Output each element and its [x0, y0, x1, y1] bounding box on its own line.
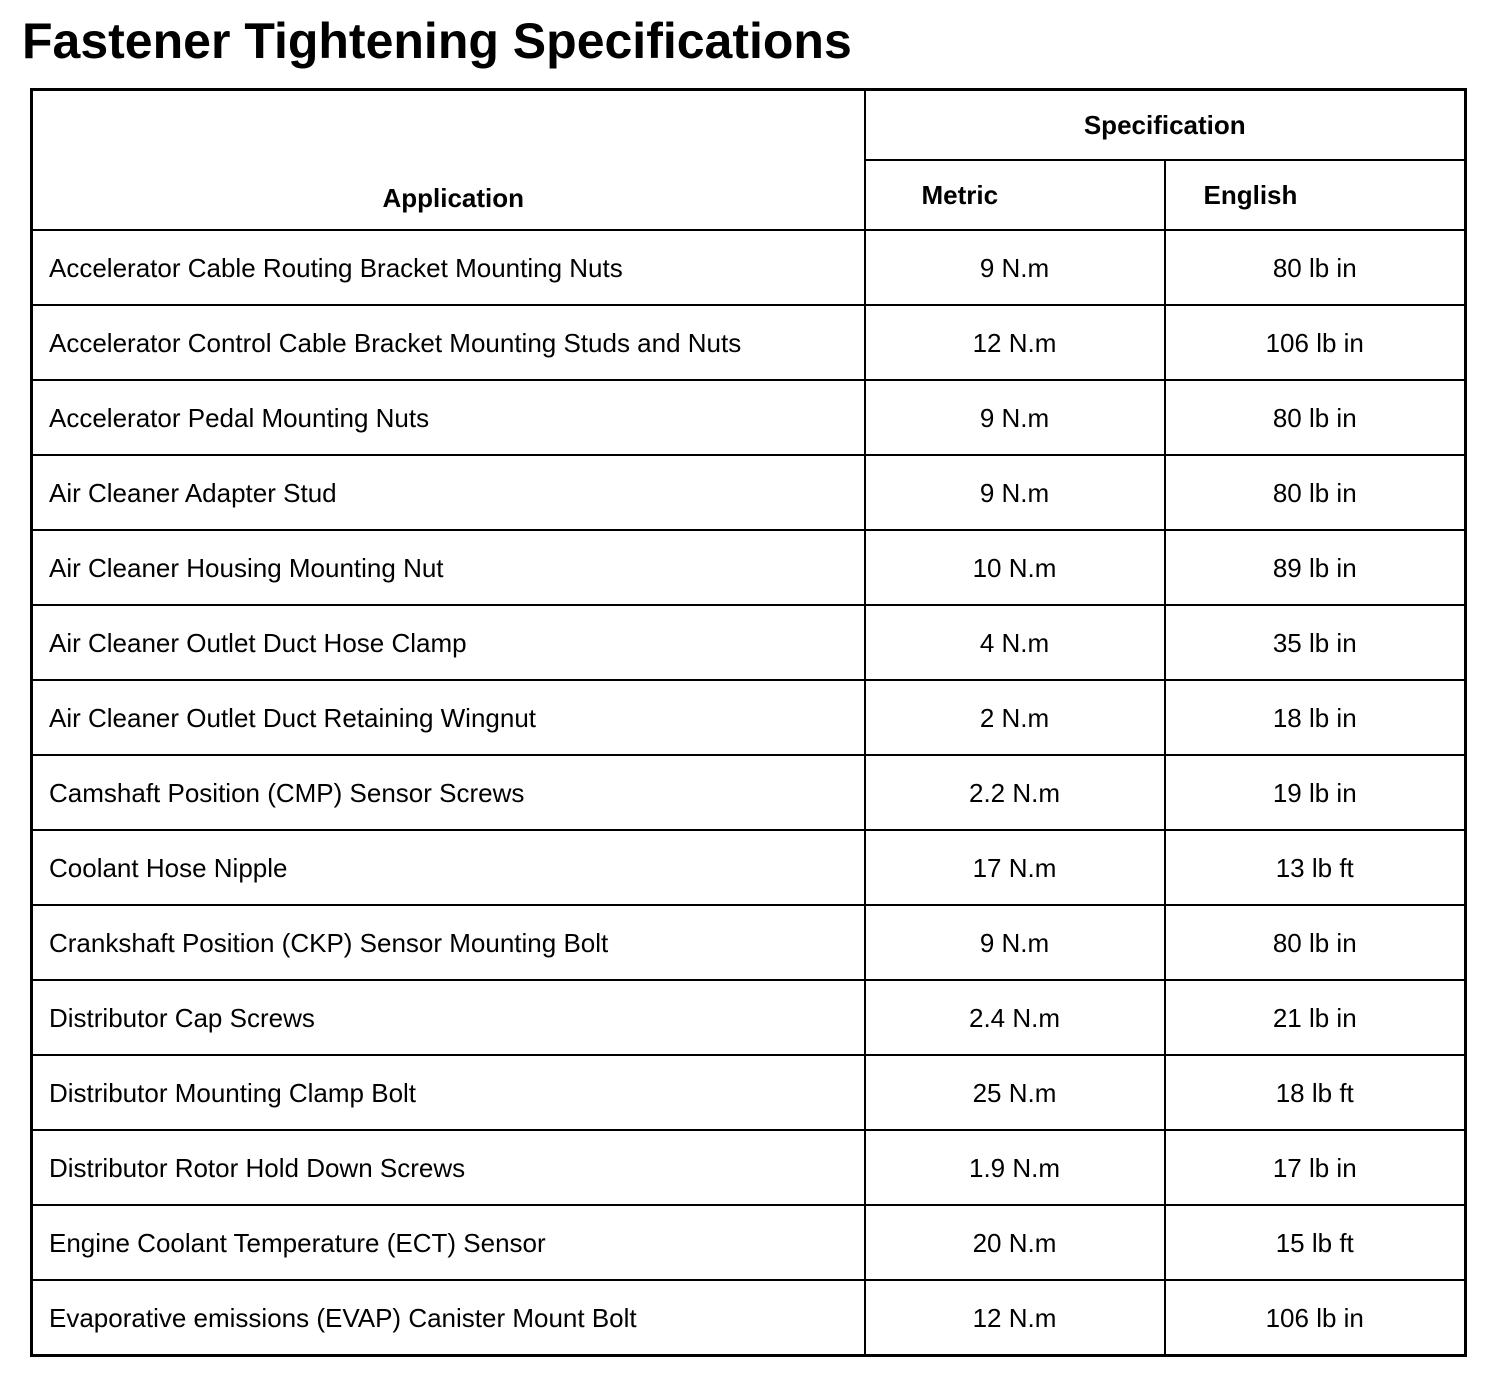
metric-cell: 12 N.m: [865, 305, 1165, 380]
metric-cell: 9 N.m: [865, 380, 1165, 455]
application-cell: Accelerator Cable Routing Bracket Mounting Nuts: [32, 230, 865, 305]
english-cell: 35 lb in: [1165, 605, 1466, 680]
english-cell: 80 lb in: [1165, 230, 1466, 305]
metric-cell: 12 N.m: [865, 1280, 1165, 1356]
english-cell: 13 lb ft: [1165, 830, 1466, 905]
table-row: [32, 980, 1466, 1055]
metric-cell: 4 N.m: [865, 605, 1165, 680]
english-cell: 18 lb ft: [1165, 1055, 1466, 1130]
table-row: [32, 1205, 1466, 1280]
table-row: [32, 905, 1466, 980]
application-cell: Camshaft Position (CMP) Sensor Screws: [32, 755, 865, 830]
table-row: [32, 230, 1466, 305]
application-cell: Accelerator Control Cable Bracket Mounting Studs and Nuts: [32, 305, 865, 380]
header-specification: Specification: [865, 90, 1466, 161]
application-cell: Accelerator Pedal Mounting Nuts: [32, 380, 865, 455]
english-cell: 15 lb ft: [1165, 1205, 1466, 1280]
table-body: [32, 230, 1466, 1356]
header-metric: Metric: [865, 160, 1165, 230]
english-cell: 19 lb in: [1165, 755, 1466, 830]
english-cell: 106 lb in: [1165, 1280, 1466, 1356]
metric-cell: 25 N.m: [865, 1055, 1165, 1130]
table-row: [32, 305, 1466, 380]
metric-cell: 2.2 N.m: [865, 755, 1165, 830]
header-application: Application: [32, 90, 865, 231]
metric-cell: 9 N.m: [865, 230, 1165, 305]
application-cell: Evaporative emissions (EVAP) Canister Mount Bolt: [32, 1280, 865, 1356]
application-cell: Coolant Hose Nipple: [32, 830, 865, 905]
application-cell: Air Cleaner Outlet Duct Retaining Wingnut: [32, 680, 865, 755]
table-row: [32, 1280, 1466, 1356]
table-row: [32, 680, 1466, 755]
table-row: [32, 830, 1466, 905]
application-cell: Air Cleaner Housing Mounting Nut: [32, 530, 865, 605]
metric-cell: 9 N.m: [865, 905, 1165, 980]
application-cell: Air Cleaner Outlet Duct Hose Clamp: [32, 605, 865, 680]
table-row: [32, 1055, 1466, 1130]
table-row: [32, 380, 1466, 455]
english-cell: 80 lb in: [1165, 905, 1466, 980]
metric-cell: 9 N.m: [865, 455, 1165, 530]
english-cell: 80 lb in: [1165, 380, 1466, 455]
table-row: [32, 530, 1466, 605]
table-header: [32, 90, 1466, 231]
metric-cell: 17 N.m: [865, 830, 1165, 905]
table-row: [32, 755, 1466, 830]
application-cell: Air Cleaner Adapter Stud: [32, 455, 865, 530]
application-cell: Distributor Cap Screws: [32, 980, 865, 1055]
table-row: [32, 605, 1466, 680]
english-cell: 17 lb in: [1165, 1130, 1466, 1205]
english-cell: 106 lb in: [1165, 305, 1466, 380]
application-cell: Engine Coolant Temperature (ECT) Sensor: [32, 1205, 865, 1280]
application-cell: Crankshaft Position (CKP) Sensor Mounting Bolt: [32, 905, 865, 980]
english-cell: 80 lb in: [1165, 455, 1466, 530]
page-title: Fastener Tightening Specifications: [22, 13, 852, 69]
table-row: [32, 455, 1466, 530]
fastener-spec-table: [30, 88, 1467, 1357]
application-cell: Distributor Mounting Clamp Bolt: [32, 1055, 865, 1130]
english-cell: 89 lb in: [1165, 530, 1466, 605]
metric-cell: 2 N.m: [865, 680, 1165, 755]
metric-cell: 10 N.m: [865, 530, 1165, 605]
english-cell: 18 lb in: [1165, 680, 1466, 755]
metric-cell: 2.4 N.m: [865, 980, 1165, 1055]
english-cell: 21 lb in: [1165, 980, 1466, 1055]
application-cell: Distributor Rotor Hold Down Screws: [32, 1130, 865, 1205]
metric-cell: 1.9 N.m: [865, 1130, 1165, 1205]
header-english: English: [1165, 160, 1466, 230]
metric-cell: 20 N.m: [865, 1205, 1165, 1280]
table-row: [32, 1130, 1466, 1205]
